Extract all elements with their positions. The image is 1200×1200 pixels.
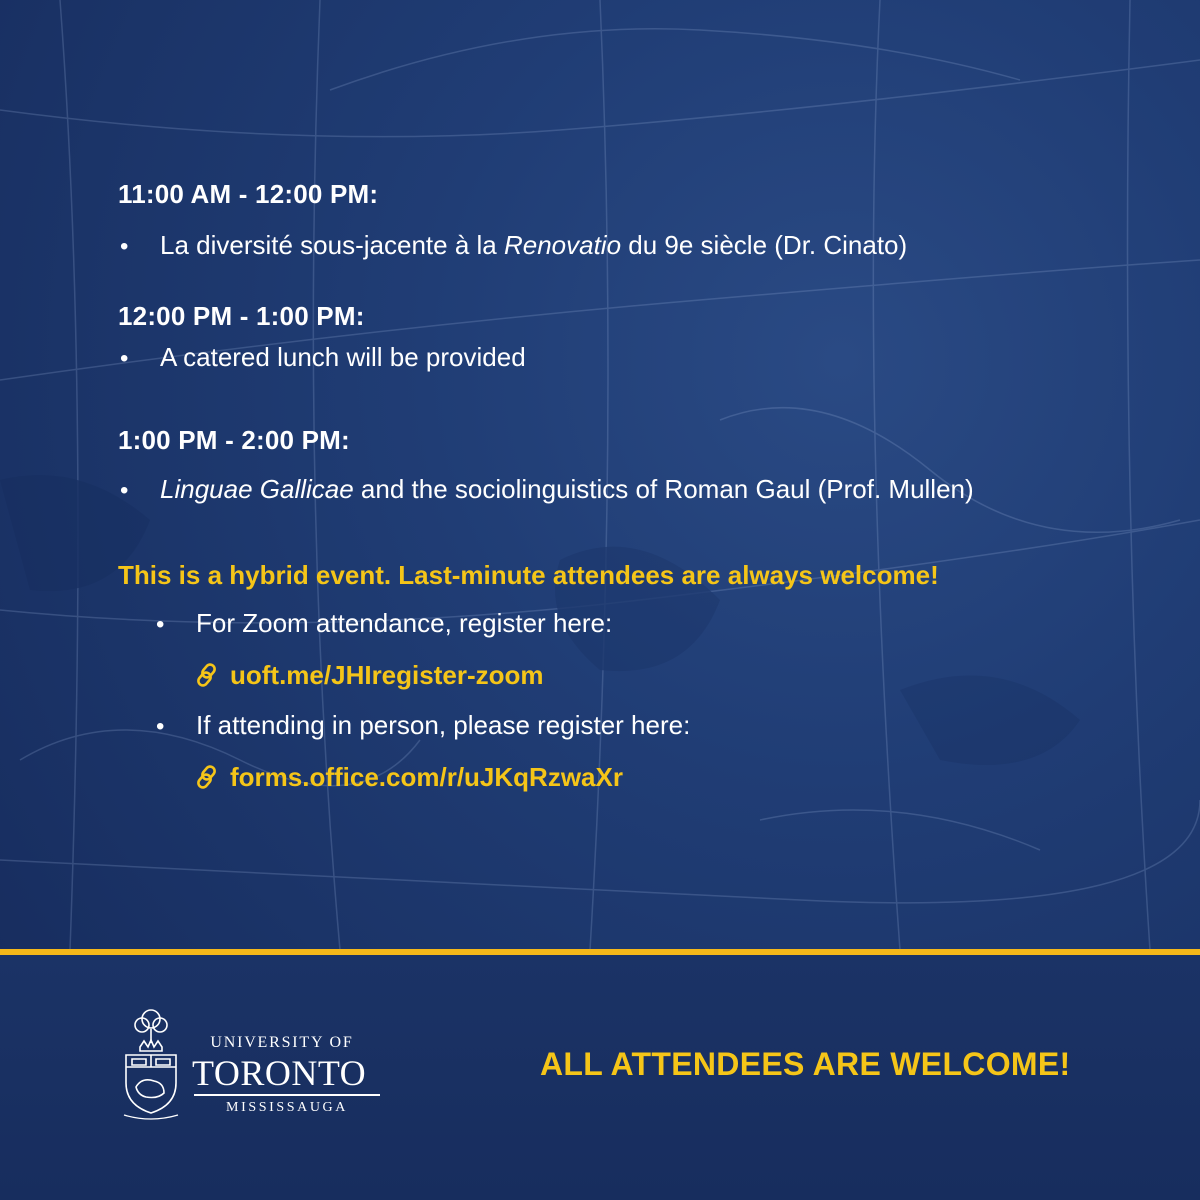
item-text: and the sociolinguistics of Roman Gaul (Prof. Mullen) [353, 474, 974, 504]
schedule-item [118, 228, 907, 264]
welcome-message: ALL ATTENDEES ARE WELCOME! [540, 1046, 1071, 1082]
university-crest-icon [120, 1003, 182, 1121]
inperson-link-text[interactable]: forms.office.com/r/uJKqRzwaXr [230, 762, 623, 792]
inperson-instruction [154, 708, 690, 744]
item-italic-text: Renovatio [503, 230, 622, 260]
logo-line-toronto: TORONTO [192, 1053, 367, 1093]
zoom-register-link[interactable] [194, 658, 544, 692]
item-italic-text: Linguae Gallicae [160, 474, 354, 504]
bullet: • [120, 477, 129, 504]
schedule-item [118, 340, 526, 376]
time-heading: 11:00 AM - 12:00 PM: [118, 179, 379, 209]
zoom-link-text[interactable]: uoft.me/JHIregister-zoom [230, 660, 544, 690]
bullet: • [120, 233, 129, 260]
zoom-text: For Zoom attendance, register here: [196, 608, 613, 638]
inperson-register-link[interactable] [194, 760, 623, 794]
link-icon [194, 662, 220, 688]
link-icon [194, 764, 220, 790]
bullet: • [120, 345, 129, 372]
hybrid-notice: This is a hybrid event. Last-minute attendees are always welcome! [118, 560, 939, 590]
schedule-block-3 [118, 424, 974, 508]
item-text: du 9e siècle (Dr. Cinato) [621, 230, 908, 260]
bullet: • [156, 713, 165, 740]
zoom-instruction [154, 606, 612, 642]
bullet: • [156, 611, 165, 638]
item-text: A catered lunch will be provided [160, 342, 526, 372]
logo-line-university-of: UNIVERSITY OF [210, 1034, 354, 1051]
logo-line-mississauga: MISSISSAUGA [226, 1100, 348, 1115]
item-text: La diversité sous-jacente à la [160, 230, 504, 260]
logo-underline [194, 1094, 380, 1096]
schedule-block-2 [118, 300, 526, 376]
inperson-text: If attending in person, please register here: [196, 710, 691, 740]
schedule-block-1 [118, 178, 907, 264]
time-heading: 1:00 PM - 2:00 PM: [118, 425, 350, 455]
schedule-item [118, 472, 974, 508]
time-heading: 12:00 PM - 1:00 PM: [118, 301, 365, 331]
